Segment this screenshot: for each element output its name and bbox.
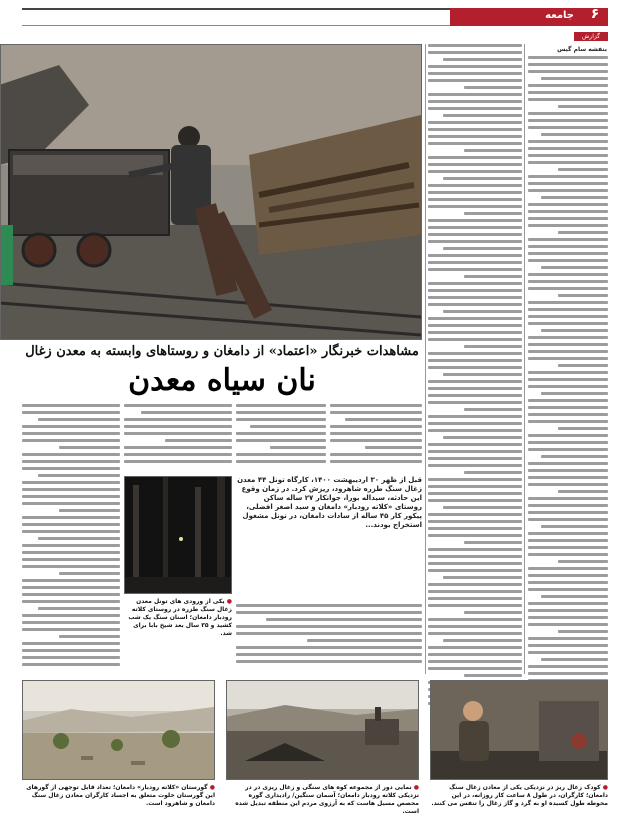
mine-tunnel-illustration xyxy=(124,477,231,594)
body-column-right-2 xyxy=(428,44,522,724)
photo-village-cemetery xyxy=(22,680,215,780)
section-title: جامعه xyxy=(545,10,574,21)
column-rule xyxy=(425,44,426,674)
body-column-mid-2 xyxy=(236,404,326,474)
worker-illustration xyxy=(430,681,607,780)
page-number: ۶ xyxy=(590,6,600,22)
masthead xyxy=(0,0,630,30)
photo-industrial-site xyxy=(226,680,419,780)
report-tag: گزارش xyxy=(574,32,608,41)
author-byline: بنفشه سام گیس xyxy=(557,46,607,53)
caption-industrial: ● نمایی دور از مجموعه کوه های سنگی و زغال ریزی در در نزدیکی کلاته رودبار دامغان؛ آسمان سنگین/ رادیداری گوره محصص مسیل هاست که به آرزوی مردم این منطقه تبدیل شده است. xyxy=(235,784,419,815)
pull-quote-text: قبل از ظهر ۳۰ اردیبهشت ۱۴۰۰، کارگاه تونل ۴۴ معدن زغال سنگ طزره شاهرود، ریزش کرد. در زمان وقوع این حادثه، سیداله بورا، جوانکار ۲۷ ساله ساکن روستای «کلاته رودبار» دامغان و سید اصغر افضلی، پیکور کار ۴۵ ساله از سادات دامغان، در تونل مشغول استخراج بودند... xyxy=(237,476,422,529)
body-column-mid-1 xyxy=(330,404,422,474)
industrial-illustration xyxy=(226,681,418,780)
caption-village-text: گورستان «کلاته رودبار» دامغان؛ تعداد قابل توجهی از گورهای این گورستان خلوت متعلق به اجساد کارگران معادن زغال سنگ دامغان و شاهرود است. xyxy=(26,784,215,807)
village-illustration xyxy=(22,681,214,780)
mine-cart-illustration xyxy=(0,45,421,340)
photo-mine-tunnel xyxy=(124,476,232,594)
caption-mine-tunnel-text: یکی از ورودی های تونل معدن زغال سنگ طزره در روستای کلاته رودبار دامغان؛ اسنان سنگ یک شب کشید و ۳۵ سال بعد شیخ بابا برای شد. xyxy=(128,598,232,637)
article-kicker: مشاهدات خبرنگار «اعتماد» از دامغان و روستاهای وابسته به معدن زغال xyxy=(25,344,419,359)
caption-mine-tunnel: ● یکی از ورودی های تونل معدن زغال سنگ طزره در روستای کلاته رودبار دامغان؛ اسنان سنگ یک شب کشید و ۳۵ سال بعد شیخ بابا برای شد. xyxy=(128,598,232,637)
body-column-mid-3 xyxy=(124,404,232,474)
caption-village: ● گورستان «کلاته رودبار» دامغان؛ تعداد قابل توجهی از گورهای این گورستان خلوت متعلق به اجساد کارگران معادن زغال سنگ دامغان و شاهرود است. xyxy=(26,784,215,807)
photo-worker xyxy=(430,680,608,780)
column-rule xyxy=(524,44,525,674)
lead-photo-mine-cart xyxy=(0,44,422,340)
caption-worker: ● کودک زغال ریز در نزدیکی یکی از معادن زغال سنگ دامغان؛ کارگران، در طول ۸ ساعت کار روزانه، در این محوطه طول کسیده او به گرد و گاز زغال را تنفس می کنند. xyxy=(431,784,608,807)
pull-quote xyxy=(235,476,422,596)
body-column-left xyxy=(22,404,120,672)
caption-industrial-text: نمایی دور از مجموعه کوه های سنگی و زغال ریزی در در نزدیکی کلاته رودبار دامغان؛ آسمان سنگین/ رادیداری گوره محصص مسیل هاست که به آرزوی مردم این منطقه تبدیل شده است. xyxy=(235,784,419,815)
caption-worker-text: کودک زغال ریز در نزدیکی یکی از معادن زغال سنگ دامغان؛ کارگران، در طول ۸ ساعت کار روزانه، در این محوطه طول کسیده او به گرد و گاز زغال را تنفس می کنند. xyxy=(431,784,608,807)
article-headline: نان سیاه معدن xyxy=(128,363,316,398)
masthead-rule xyxy=(22,8,450,26)
body-column-mid-4 xyxy=(236,604,422,674)
